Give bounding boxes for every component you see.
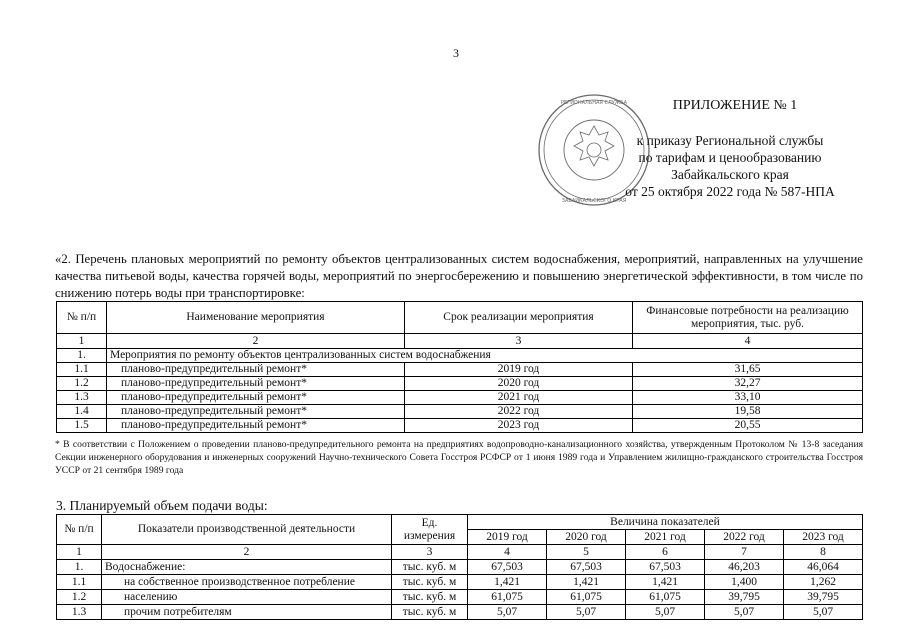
column-number: 6 xyxy=(626,545,705,560)
row-number: 1.2 xyxy=(57,377,107,391)
column-number: 4 xyxy=(468,545,547,560)
measure-name: планово-предупредительный ремонт* xyxy=(107,377,405,391)
indicator-value: 1,421 xyxy=(547,575,626,590)
indicator-value: 67,503 xyxy=(547,560,626,575)
column-header: Срок реализации мероприятия xyxy=(405,302,633,334)
column-number: 4 xyxy=(633,334,863,349)
indicator-value: 61,075 xyxy=(468,590,547,605)
appendix-line: по тарифам и ценообразованию xyxy=(638,150,822,165)
indicator-value: 5,07 xyxy=(468,605,547,620)
indicator-value: 67,503 xyxy=(468,560,547,575)
measure-cost: 33,10 xyxy=(633,391,863,405)
column-number: 8 xyxy=(784,545,863,560)
row-number: 1. xyxy=(57,349,107,363)
indicator-value: 5,07 xyxy=(547,605,626,620)
svg-text:ЗАБАЙКАЛЬСКОГО КРАЯ: ЗАБАЙКАЛЬСКОГО КРАЯ xyxy=(561,198,627,204)
appendix-title: ПРИЛОЖЕНИЕ № 1 xyxy=(672,98,798,113)
column-header: Ед. измерения xyxy=(392,515,468,545)
column-number: 2 xyxy=(102,545,392,560)
table-row xyxy=(57,363,863,377)
indicator-value: 61,075 xyxy=(547,590,626,605)
column-number: 5 xyxy=(547,545,626,560)
group-name: Мероприятия по ремонту объектов централизованных систем водоснабжения xyxy=(107,349,863,363)
year-header: 2019 год xyxy=(468,530,547,545)
column-header: № п/п xyxy=(57,302,107,334)
column-number-row xyxy=(57,334,863,349)
column-number-row xyxy=(57,545,863,560)
measure-cost: 20,55 xyxy=(633,419,863,433)
indicator-value: 5,07 xyxy=(626,605,705,620)
row-number: 1.3 xyxy=(57,605,102,620)
indicator-value: 1,262 xyxy=(784,575,863,590)
indicator-value: 5,07 xyxy=(784,605,863,620)
indicator-unit: тыс. куб. м xyxy=(392,575,468,590)
measure-name: планово-предупредительный ремонт* xyxy=(107,363,405,377)
measure-name: планово-предупредительный ремонт* xyxy=(107,419,405,433)
column-header: Финансовые потребности на реализацию мероприятия, тыс. руб. xyxy=(633,302,863,334)
table-row xyxy=(57,391,863,405)
column-header: № п/п xyxy=(57,515,102,545)
table-header-row xyxy=(57,302,863,334)
appendix-order-reference xyxy=(610,132,850,200)
row-number: 1.4 xyxy=(57,405,107,419)
measure-name: планово-предупредительный ремонт* xyxy=(107,391,405,405)
row-number: 1. xyxy=(57,560,102,575)
year-header: 2020 год xyxy=(547,530,626,545)
indicator-value: 61,075 xyxy=(626,590,705,605)
column-number: 1 xyxy=(57,334,107,349)
column-header: Показатели производственной деятельности xyxy=(102,515,392,545)
indicator-value: 1,400 xyxy=(705,575,784,590)
indicator-value: 39,795 xyxy=(784,590,863,605)
section3-heading: 3. Планируемый объем подачи воды: xyxy=(56,498,268,513)
measure-name: планово-предупредительный ремонт* xyxy=(107,405,405,419)
indicator-value: 46,064 xyxy=(784,560,863,575)
column-header-group: Величина показателей xyxy=(468,515,863,530)
measure-term: 2020 год xyxy=(405,377,633,391)
year-header: 2022 год xyxy=(705,530,784,545)
table-row xyxy=(57,419,863,433)
indicator-value: 39,795 xyxy=(705,590,784,605)
indicator-name: прочим потребителям xyxy=(102,605,392,620)
table-row xyxy=(57,560,863,575)
column-number: 3 xyxy=(392,545,468,560)
measure-cost: 19,58 xyxy=(633,405,863,419)
table-row xyxy=(57,575,863,590)
measure-term: 2023 год xyxy=(405,419,633,433)
footnote: * В соответствии с Положением о проведении планово-предупредительного ремонта на предприятиях водопроводно-канализационного хозяйства, утвержденным Протоколом № 13-8 заседания Секции инженерного оборудования и инженерных сооружений Научно-технического Совета Госстроя РСФСР от 1 июня 1989 года и Управлением жилищно-гражданского строительства Госстроя УССР от 21 сентября 1989 года xyxy=(55,439,863,476)
indicator-value: 46,203 xyxy=(705,560,784,575)
table-group-row xyxy=(57,349,863,363)
indicator-name: Водоснабжение: xyxy=(102,560,392,575)
table-row xyxy=(57,590,863,605)
row-number: 1.1 xyxy=(57,575,102,590)
section2-heading: «2. Перечень плановых мероприятий по ремонту объектов централизованных систем водоснабжения, мероприятий, направленных на улучшение качества питьевой воды, качества горячей воды, мероприятий по энергосбережению и повышению энергетической эффективности, в том числе по снижению потерь воды при транспортировке: xyxy=(55,252,863,300)
row-number: 1.2 xyxy=(57,590,102,605)
indicator-value: 67,503 xyxy=(626,560,705,575)
measure-term: 2019 год xyxy=(405,363,633,377)
page-number: 3 xyxy=(453,46,459,60)
indicator-name: на собственное производственное потребление xyxy=(102,575,392,590)
table-row xyxy=(57,377,863,391)
indicator-value: 1,421 xyxy=(626,575,705,590)
row-number: 1.3 xyxy=(57,391,107,405)
measure-cost: 32,27 xyxy=(633,377,863,391)
year-header: 2023 год xyxy=(784,530,863,545)
column-number: 2 xyxy=(107,334,405,349)
table-row xyxy=(57,605,863,620)
indicator-name: населению xyxy=(102,590,392,605)
indicator-value: 1,421 xyxy=(468,575,547,590)
svg-text:РЕГИОНАЛЬНАЯ СЛУЖБА: РЕГИОНАЛЬНАЯ СЛУЖБА xyxy=(560,100,628,106)
column-number: 3 xyxy=(405,334,633,349)
measure-term: 2022 год xyxy=(405,405,633,419)
measure-term: 2021 год xyxy=(405,391,633,405)
appendix-line: к приказу Региональной службы xyxy=(636,133,824,148)
repair-measures-table xyxy=(56,301,863,433)
indicator-unit: тыс. куб. м xyxy=(392,590,468,605)
column-number: 1 xyxy=(57,545,102,560)
indicator-value: 5,07 xyxy=(705,605,784,620)
row-number: 1.5 xyxy=(57,419,107,433)
indicator-unit: тыс. куб. м xyxy=(392,560,468,575)
measure-cost: 31,65 xyxy=(633,363,863,377)
table-row xyxy=(57,405,863,419)
column-number: 7 xyxy=(705,545,784,560)
column-header: Наименование мероприятия xyxy=(107,302,405,334)
appendix-line: Забайкальского края xyxy=(671,167,789,182)
water-supply-volume-table xyxy=(56,514,863,620)
year-header: 2021 год xyxy=(626,530,705,545)
indicator-unit: тыс. куб. м xyxy=(392,605,468,620)
row-number: 1.1 xyxy=(57,363,107,377)
appendix-line: от 25 октября 2022 года № 587-НПА xyxy=(625,184,835,199)
table-header-row xyxy=(57,515,863,530)
